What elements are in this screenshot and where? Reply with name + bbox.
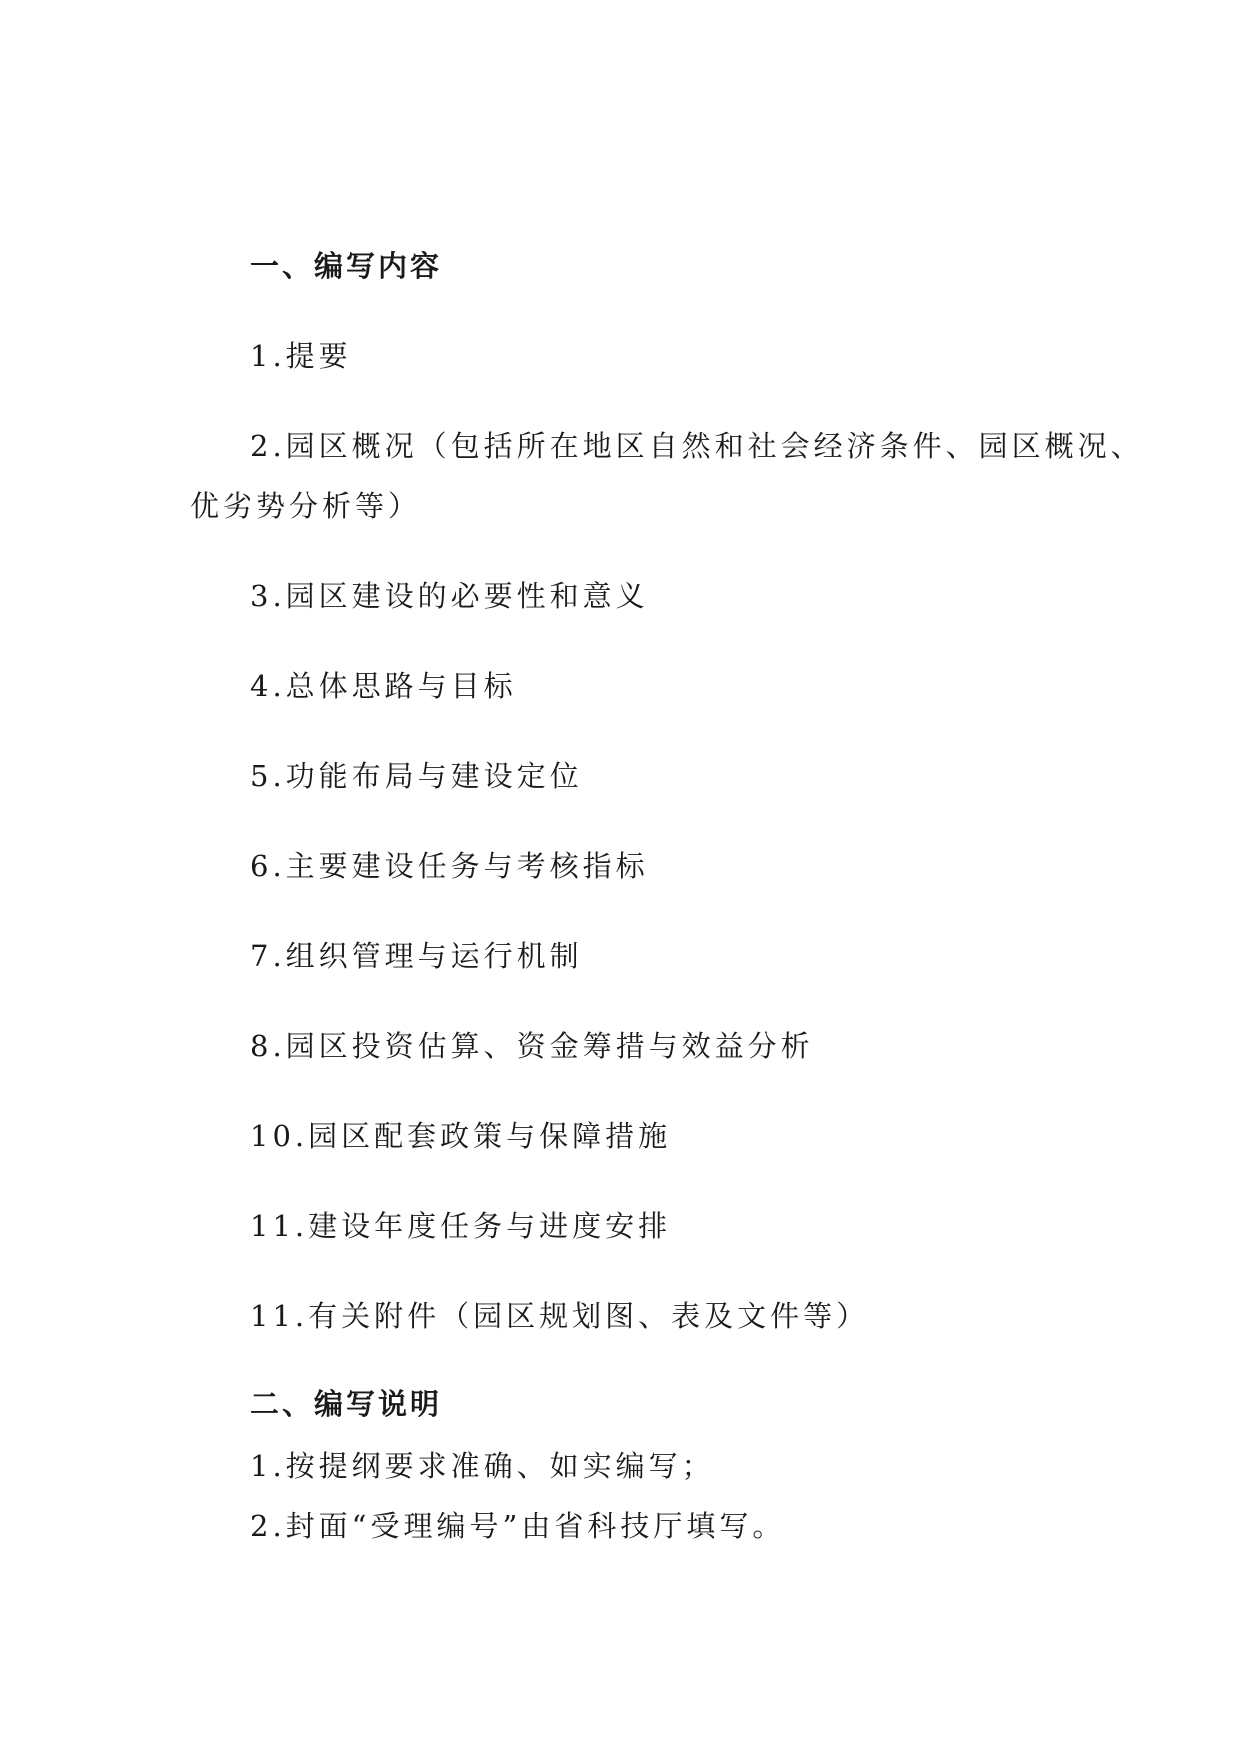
list-item: 5.功能布局与建设定位 — [250, 759, 583, 793]
list-item: 11.有关附件（园区规划图、表及文件等） — [250, 1299, 870, 1333]
list-item: 4.总体思路与目标 — [250, 669, 517, 703]
list-item: 1.提要 — [250, 339, 352, 373]
instruction-item: 1.按提纲要求准确、如实编写； — [250, 1449, 715, 1483]
list-item: 2.园区概况（包括所在地区自然和社会经济条件、园区概况、 — [250, 429, 1144, 463]
section-heading-contents: 一、编写内容 — [250, 249, 443, 283]
list-item: 8.园区投资估算、资金筹措与效益分析 — [250, 1029, 814, 1063]
list-item-continuation: 优劣势分析等） — [190, 489, 422, 523]
list-item: 10.园区配套政策与保障措施 — [250, 1119, 672, 1153]
instruction-item: 2.封面“受理编号”由省科技厅填写。 — [250, 1509, 786, 1543]
list-item: 7.组织管理与运行机制 — [250, 939, 583, 973]
list-item: 11.建设年度任务与进度安排 — [250, 1209, 672, 1243]
list-item: 6.主要建设任务与考核指标 — [250, 849, 649, 883]
list-item: 3.园区建设的必要性和意义 — [250, 579, 649, 613]
section-heading-instructions: 二、编写说明 — [250, 1387, 443, 1421]
